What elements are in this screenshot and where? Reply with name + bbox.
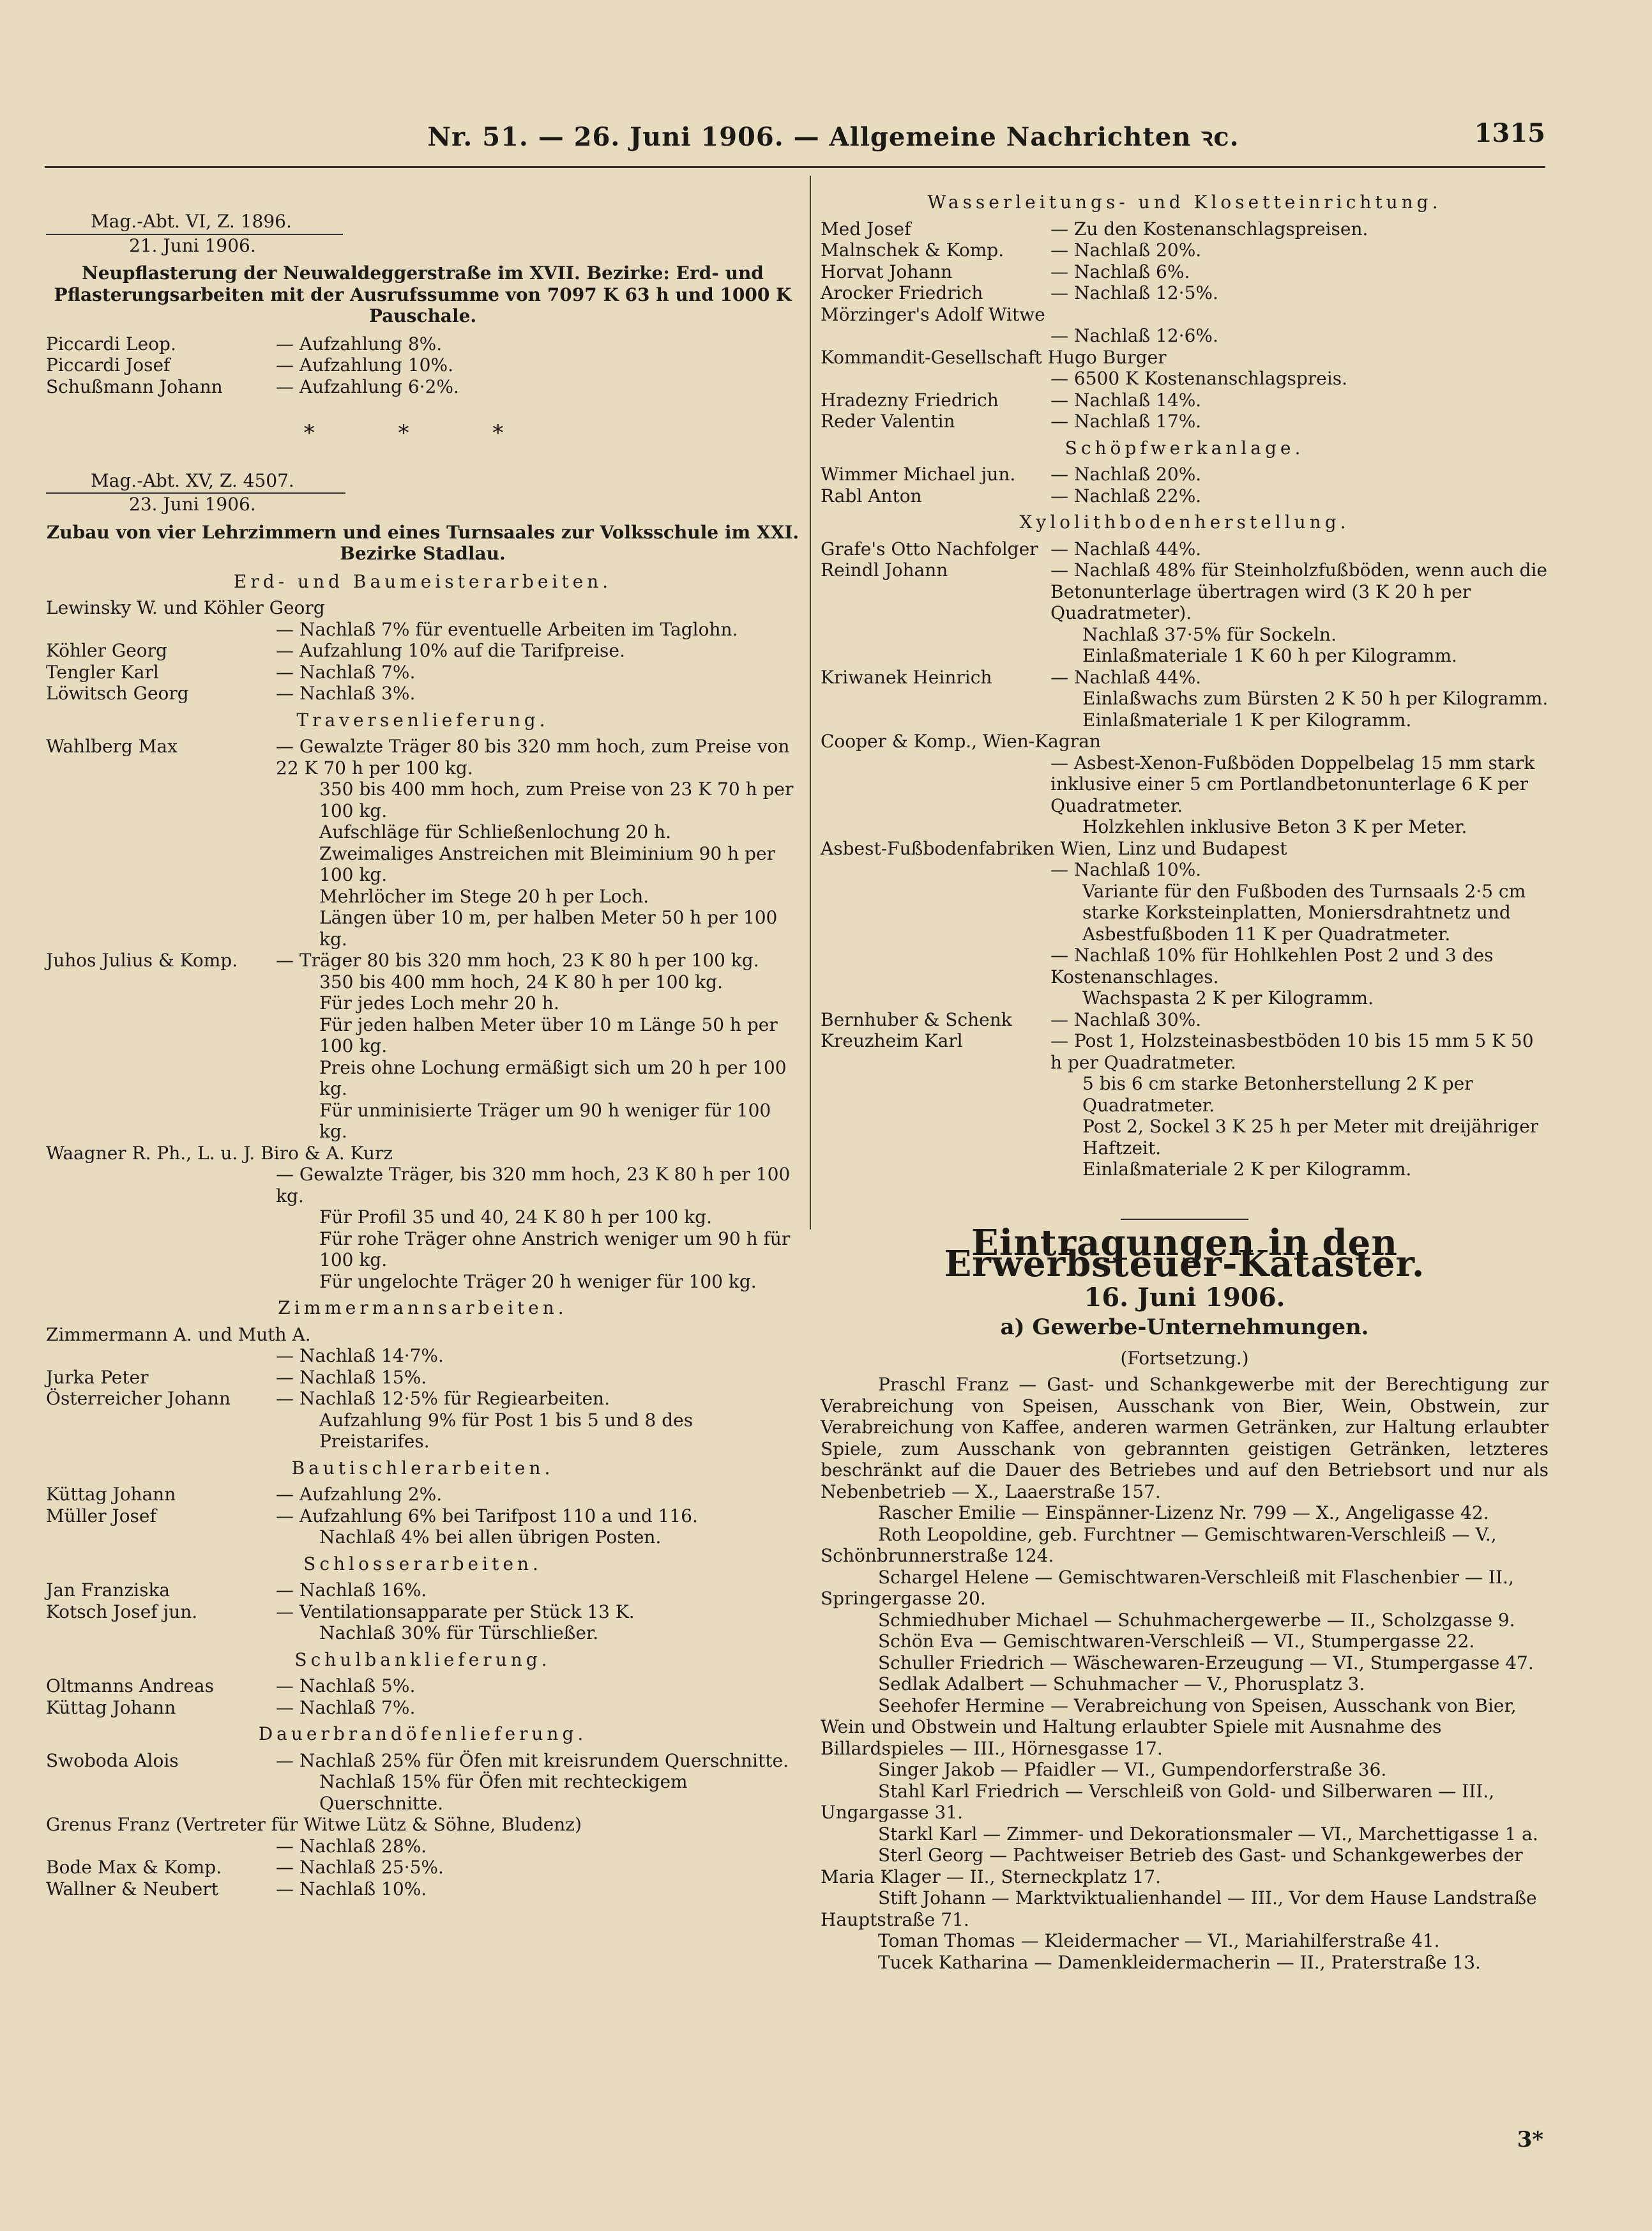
register-entry: Toman Thomas — Kleidermacher — VI., Mariahilferstraße 41. [878,1930,1440,1951]
register-entry: Schargel Helene — Gemischtwaren-Verschleiß mit Flaschenbier — II., Springergasse 20. [821,1566,1514,1609]
bid-row [46,1750,799,1772]
firm-name: Hradezny Friedrich [821,389,999,411]
left-column [46,192,799,1900]
register-entry: Tucek Katharina — Damenkleidermacherin — II., Praterstraße 13. [878,1951,1481,1973]
header-title: Nr. 51. — 26. Juni 1906. — Allgemeine Nachrichten ꝛc. [427,122,1239,152]
firm-name: Kommandit-Gesellschaft Hugo Burger [821,346,1167,368]
subsection-heading: Xylolithbodenherstellung. [1019,512,1350,533]
firm-name: Tengler Karl [46,661,159,683]
firm-name: Malnschek & Komp. [821,240,1004,261]
firm-name: Österreicher Johann [46,1388,231,1409]
reference-number: Mag.-Abt. XV, Z. 4507. [46,470,345,494]
bid-text: — Gewalzte Träger, bis 320 mm hoch, 23 K 80 h per 100 kg. [276,1164,791,1207]
register-entry: Stift Johann — Marktviktualienhandel — III., Vor dem Hause Landstraße Hauptstraße 71. [821,1887,1537,1930]
bid-text: Zweimaliges Anstreichen mit Bleiminium 90 h per 100 kg. [319,842,775,885]
bid-row [46,1505,799,1527]
reference-date: 21. Juni 1906. [129,234,256,256]
bid-text: — Nachlaß 25·5%. [276,1857,444,1878]
section-separator: * * * [303,420,542,446]
bid-text: Aufschläge für Schließenlochung 20 h. [319,821,671,842]
bid-text: — Aufzahlung 10% auf die Tarifpreise. [276,640,625,661]
bid-text: — Nachlaß 17%. [1050,411,1202,432]
register-entry: Starkl Karl — Zimmer- und Dekorationsmaler — VI., Marchettigasse 1 a. [878,1823,1538,1845]
section-title: Zubau von vier Lehrzimmern und eines Turnsaales zur Volksschule im XXI. Bezirke Stadlau. [46,521,799,564]
firm-name: Bernhuber & Schenk [821,1009,1012,1030]
bid-text: — Nachlaß 25% für Öfen mit kreisrundem Querschnitte. [276,1749,789,1771]
firm-name: Löwitsch Georg [46,683,189,704]
bid-text: — Nachlaß 44%. [1050,538,1202,560]
firm-name: Grafe's Otto Nachfolger [821,538,1038,560]
bid-row [46,354,799,376]
bid-text: — Nachlaß 48% für Steinholzfußböden, wenn auch die Betonunterlage übertragen wird (3 K 20 h per Quadratmeter). [1050,560,1547,623]
firm-name: Küttag Johann [46,1484,176,1505]
bid-text: — Nachlaß 12·5% für Regiearbeiten. [276,1388,610,1409]
bid-text: Nachlaß 15% für Öfen mit rechteckigem Querschnitte. [319,1771,688,1814]
bid-row [821,261,1549,283]
bid-text: — Ventilationsapparate per Stück 13 K. [276,1601,635,1622]
bid-text: Einlaßmateriale 1 K 60 h per Kilogramm. [1082,645,1457,666]
register-entry: Schmiedhuber Michael — Schuhmachergewerbe — II., Scholzgasse 9. [878,1609,1515,1631]
bid-text: Einlaßmateriale 1 K per Kilogramm. [1082,709,1412,731]
bid-text: Für rohe Träger ohne Anstrich weniger um 90 h für 100 kg. [319,1228,791,1270]
bid-text: — Nachlaß 10% für Hohlkehlen Post 2 und 3 des Kostenanschlages. [1050,945,1494,987]
bid-text: Variante für den Fußboden des Turnsaals 2·5 cm starke Korksteinplatten, Moniersdrahtnetz und Asbestfußboden 11 K per Quadratmeter. [1082,880,1526,945]
firm-name: Schußmann Johann [46,376,223,397]
register-date: 16. Juni 1906. [1084,1282,1285,1313]
bid-text: Für Profil 35 und 40, 24 K 80 h per 100 kg. [319,1207,712,1228]
section-title: Neupflasterung der Neuwaldeggerstraße im XVII. Bezirke: Erd- und Pflasterungsarbeiten mit der Ausrufssumme von 7097 K 63 h und 1000 K Pauschale. [54,263,792,326]
firm-name: Jan Franziska [46,1580,171,1601]
firm-name: Reindl Johann [821,560,948,581]
firm-name: Reder Valentin [821,411,955,432]
bid-row [46,1580,799,1601]
register-entry: Sterl Georg — Pachtweiser Betrieb des Gast- und Schankgewerbes der Maria Klager — II., Sterneckplatz 17. [821,1845,1523,1887]
bid-text: — Nachlaß 7% für eventuelle Arbeiten im Taglohn. [276,618,738,640]
bid-text: Aufzahlung 9% für Post 1 bis 5 und 8 des Preistarifes. [319,1409,693,1452]
register-title: Eintragungen in den Erwerbsteuer-Kataster. [944,1221,1425,1285]
page-number: 1315 [1474,118,1545,148]
register-entry: Roth Leopoldine, geb. Furchtner — Gemischtwaren-Verschleiß — V., Schönbrunnerstraße 124. [821,1523,1497,1566]
register-entry: Singer Jakob — Pfaidler — VI., Gumpendorferstraße 36. [878,1759,1387,1780]
bid-row [46,736,799,779]
bid-text: — Nachlaß 14%. [1050,389,1202,411]
bid-text: — Asbest-Xenon-Fußböden Doppelbelag 15 mm stark inklusive einer 5 cm Portlandbetonunterlage 6 K per Quadratmeter. [1050,752,1535,816]
subsection-heading: Zimmermannsarbeiten. [278,1297,568,1318]
firm-name: Kotsch Josef jun. [46,1601,198,1622]
register-entry: Stahl Karl Friedrich — Verschleiß von Gold- und Silberwaren — III., Ungargasse 31. [821,1780,1495,1823]
register-entry: Schön Eva — Gemischtwaren-Verschleiß — VI., Stumpergasse 22. [878,1631,1475,1652]
firm-name: Bode Max & Komp. [46,1857,222,1878]
bid-row [821,667,1549,689]
register-entry: Sedlak Adalbert — Schuhmacher — V., Phorusplatz 3. [878,1673,1365,1694]
bid-text: — Nachlaß 28%. [276,1835,427,1857]
firm-name: Lewinsky W. und Köhler Georg [46,597,325,618]
firm-name: Kreuzheim Karl [821,1030,963,1051]
bid-text: — Aufzahlung 2%. [276,1484,443,1505]
firm-name: Mörzinger's Adolf Witwe [821,303,1045,325]
subsection-heading: Schulbanklieferung. [294,1649,551,1670]
subsection-heading: Traversenlieferung. [296,709,549,731]
bid-row [821,464,1549,485]
bid-text: Für ungelochte Träger 20 h weniger für 100 kg. [319,1270,757,1292]
firm-name: Grenus Franz (Vertreter für Witwe Lütz & Söhne, Bludenz) [46,1814,582,1835]
register-entry: Rascher Emilie — Einspänner-Lizenz Nr. 799 — X., Angeligasse 42. [878,1502,1489,1523]
bid-row [46,1697,799,1719]
subsection-heading: Schöpfwerkanlage. [1065,437,1305,459]
subsection-heading: Bautischlerarbeiten. [291,1457,554,1479]
firm-name: Wimmer Michael jun. [821,464,1016,485]
bid-row [46,640,799,662]
bid-row [821,282,1549,304]
bid-row [821,411,1549,432]
bid-text: Nachlaß 37·5% für Sockeln. [1082,623,1337,645]
bid-text: Für jedes Loch mehr 20 h. [319,993,559,1014]
bid-text: Längen über 10 m, per halben Meter 50 h per 100 kg. [319,907,778,950]
bid-row [821,1009,1549,1031]
firm-name: Wallner & Neubert [46,1878,218,1900]
bid-text: — Nachlaß 10%. [1050,859,1202,880]
bid-text: — Nachlaß 3%. [276,683,416,704]
firm-name: Horvat Johann [821,261,953,282]
bid-row [46,333,799,355]
bid-text: Für unminisierte Träger um 90 h weniger für 100 kg. [319,1099,771,1142]
bid-text: Mehrlöcher im Stege 20 h per Loch. [319,885,649,907]
bid-row [821,218,1549,240]
firm-name: Kriwanek Heinrich [821,666,992,688]
bid-text: — Nachlaß 30%. [1050,1009,1202,1030]
reference-number: Mag.-Abt. VI, Z. 1896. [46,211,343,235]
bid-text: Holzkehlen inklusive Beton 3 K per Meter. [1082,816,1467,837]
bid-row [46,683,799,704]
firm-name: Zimmermann A. und Muth A. [46,1323,311,1345]
bid-text: — Nachlaß 20%. [1050,240,1202,261]
bid-text: — Nachlaß 12·5%. [1050,282,1218,303]
bid-row [821,390,1549,411]
subsection-heading: Wasserleitungs- und Klosetteinrichtung. [927,192,1442,213]
firm-name: Küttag Johann [46,1696,176,1718]
bid-text: — 6500 K Kostenanschlagspreis. [1050,368,1347,389]
firm-name: Arocker Friedrich [821,282,983,303]
signature-mark: 3* [1517,2127,1543,2152]
firm-name: Jurka Peter [46,1366,149,1388]
bid-text: Post 2, Sockel 3 K 25 h per Meter mit dreijähriger Haftzeit. [1082,1116,1539,1159]
bid-text: — Nachlaß 12·6%. [1050,325,1218,346]
right-column [821,192,1549,1973]
bid-text: — Aufzahlung 8%. [276,333,443,354]
bid-row [46,1388,799,1410]
bid-text: Wachspasta 2 K per Kilogramm. [1082,987,1374,1009]
bid-text: — Aufzahlung 6% bei Tarifpost 110 a und 116. [276,1505,698,1527]
bid-text: Preis ohne Lochung ermäßigt sich um 20 h per 100 kg. [319,1056,787,1099]
firm-name: Waagner R. Ph., L. u. J. Biro & A. Kurz [46,1142,393,1164]
bid-row [821,538,1549,560]
bid-text: — Nachlaß 44%. [1050,666,1202,688]
bid-text: — Gewalzte Träger 80 bis 320 mm hoch, zum Preise von 22 K 70 h per 100 kg. [276,736,790,779]
firm-name: Müller Josef [46,1505,156,1527]
bid-row [821,560,1549,624]
register-entry: Praschl Franz — Gast- und Schankgewerbe mit der Berechtigung zur Verabreichung von Speisen, Ausschank von Bier, Wein, Obstwein, zur Verabreichung von Kaffee, anderen warmen Getränken, zur Haltung erlaubter Spiele, zum Ausschank von gebrannten geistigen Getränken, letzteres beschränkt auf die Dauer des Betriebes und auf den Betriebsort und nur als Nebenbetrieb — X., Laaerstraße 157. [821,1374,1549,1502]
column-divider [810,176,811,1230]
bid-row [46,1601,799,1623]
bid-text: — Nachlaß 6%. [1050,261,1190,282]
bid-text: 5 bis 6 cm starke Betonherstellung 2 K per Quadratmeter. [1082,1073,1473,1116]
firm-name: Piccardi Josef [46,354,171,376]
subsection-heading: Dauerbrandöfenlieferung. [258,1723,587,1744]
bid-text: — Nachlaß 10%. [276,1878,427,1900]
bid-text: — Nachlaß 7%. [276,661,416,683]
subsection-heading: Erd- und Baumeisterarbeiten. [233,570,612,592]
bid-row [46,1857,799,1878]
bid-text: — Nachlaß 5%. [276,1675,416,1696]
bid-text: — Nachlaß 14·7%. [276,1345,444,1366]
bid-row [46,1484,799,1505]
firm-name: Cooper & Komp., Wien-Kagran [821,731,1101,752]
register-section: a) Gewerbe-Unternehmungen. [1000,1314,1369,1340]
bid-text: 350 bis 400 mm hoch, 24 K 80 h per 100 kg. [319,971,723,993]
bid-text: Nachlaß 4% bei allen übrigen Posten. [319,1527,662,1548]
firm-name: Med Josef [821,218,911,240]
bid-row [821,485,1549,507]
firm-name: Swoboda Alois [46,1749,179,1771]
bid-text: — Nachlaß 7%. [276,1696,416,1718]
bid-row [821,240,1549,261]
bid-text: Einlaßmateriale 2 K per Kilogramm. [1082,1159,1412,1180]
register-entry: Schuller Friedrich — Wäschewaren-Erzeugung — VI., Stumpergasse 47. [878,1652,1534,1673]
firm-name: Piccardi Leop. [46,333,176,354]
bid-text: — Nachlaß 20%. [1050,464,1202,485]
bid-text: — Aufzahlung 10%. [276,354,453,376]
bid-text: — Nachlaß 15%. [276,1366,427,1388]
firm-name: Rabl Anton [821,485,922,506]
firm-name: Juhos Julius & Komp. [46,950,238,971]
bid-text: — Post 1, Holzsteinasbestböden 10 bis 15 mm 5 K 50 h per Quadratmeter. [1050,1030,1534,1073]
bid-row [46,376,799,398]
reference-date: 23. Juni 1906. [129,494,256,515]
bid-text: — Nachlaß 22%. [1050,485,1202,506]
bid-text: — Nachlaß 16%. [276,1580,427,1601]
firm-name: Köhler Georg [46,640,167,661]
bid-row [46,1878,799,1900]
firm-name: Asbest-Fußbodenfabriken Wien, Linz und Budapest [821,837,1287,859]
bid-text: Einlaßwachs zum Bürsten 2 K 50 h per Kilogramm. [1082,688,1549,709]
bid-row [46,1675,799,1697]
subsection-heading: Schlosserarbeiten. [303,1553,542,1574]
bid-text: — Zu den Kostenanschlagspreisen. [1050,218,1368,240]
continuation-note: (Fortsetzung.) [1120,1347,1249,1369]
firm-name: Wahlberg Max [46,736,178,757]
bid-row [46,662,799,683]
firm-name: Oltmanns Andreas [46,1675,214,1696]
bid-row [46,950,799,971]
bid-text: Für jeden halben Meter über 10 m Länge 50 h per 100 kg. [319,1014,778,1056]
register-entry: Seehofer Hermine — Verabreichung von Speisen, Ausschank von Bier, Wein und Obstwein und Haltung erlaubter Spiele mit Ausnahme des Billardspieles — III., Hörnesgasse 17. [821,1694,1517,1759]
header-rule [45,166,1545,168]
section-rule [1121,1219,1248,1220]
bid-row [46,1367,799,1389]
page-header [121,118,1545,156]
bid-text: — Aufzahlung 6·2%. [276,376,459,397]
bid-text: 350 bis 400 mm hoch, zum Preise von 23 K 70 h per 100 kg. [319,779,794,821]
bid-text: Nachlaß 30% für Türschließer. [319,1622,599,1643]
bid-row [821,1030,1549,1073]
bid-text: — Träger 80 bis 320 mm hoch, 23 K 80 h per 100 kg. [276,950,759,971]
